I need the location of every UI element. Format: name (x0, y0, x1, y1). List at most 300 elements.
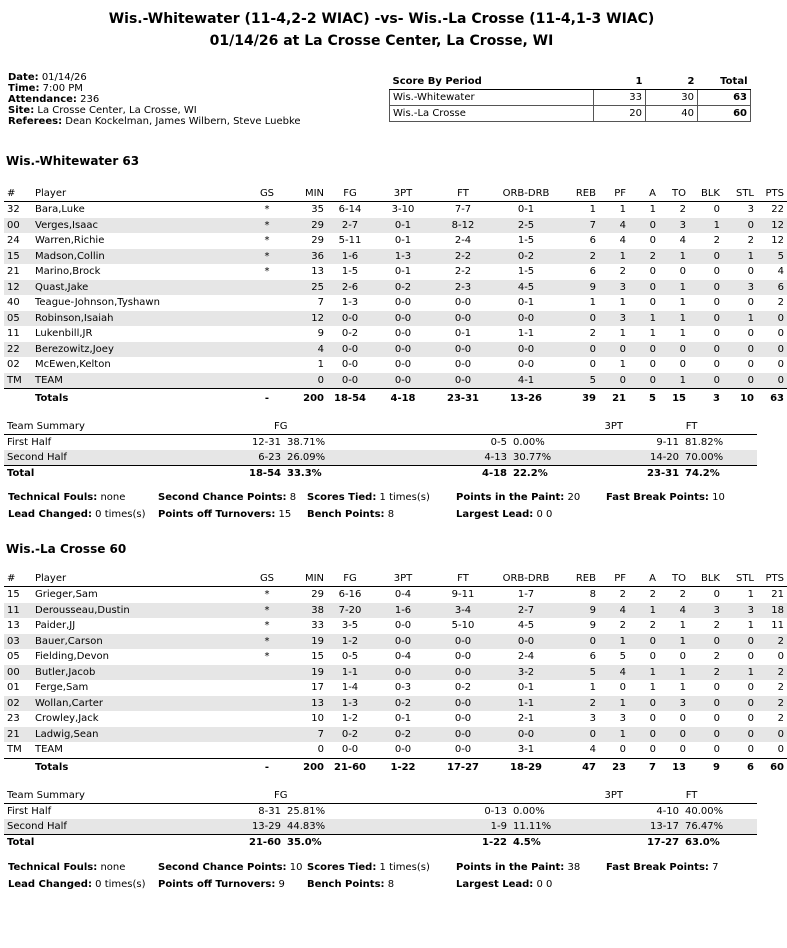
column-header: BLK (689, 186, 723, 202)
misc-stats-row (8, 509, 758, 526)
stat-cell: 0-0 (373, 373, 433, 389)
totals-cell: 18-54 (327, 389, 373, 408)
stat-cell: 1 (747, 589, 754, 601)
misc-stat-scores-tied (307, 492, 430, 503)
summary-fg: 12-31 (251, 437, 281, 448)
summary-row (4, 435, 757, 451)
totals-cell: 23-31 (433, 389, 493, 408)
stat-cell: 0 (629, 696, 659, 712)
misc-stat-value: 0 times(s) (95, 879, 146, 890)
summary-3pt: 1-9 (454, 819, 510, 835)
summary-row (4, 450, 757, 466)
column-header: FT (433, 571, 493, 587)
stat-cell: 2 (559, 249, 599, 265)
stat-cell: 0-2 (373, 280, 433, 296)
stat-cell: 2-2 (433, 249, 493, 265)
summary-ft-pct: 63.0% (682, 835, 757, 851)
stat-cell: 3 (619, 713, 626, 725)
stat-cell (247, 326, 287, 342)
score-period-1: 20 (594, 106, 646, 122)
date-value: 01/14/26 (41, 72, 87, 83)
summary-fg-header: FG (234, 788, 454, 804)
score-period-1: 33 (594, 90, 646, 106)
stat-cell: 2-7 (493, 603, 559, 619)
stat-cell: 0-0 (454, 651, 472, 663)
stat-cell: 0 (689, 280, 723, 296)
stat-cell: 29 (311, 235, 324, 247)
summary-row-label: Total (4, 835, 234, 851)
summary-row-label: First Half (7, 437, 52, 448)
stat-cell: 1 (619, 204, 626, 216)
stat-cell: 4-1 (493, 373, 559, 389)
stat-cell: 0-0 (454, 744, 472, 756)
misc-stat-largest-lead (456, 879, 552, 890)
stat-cell: 5 (619, 651, 626, 663)
stat-cell: 18 (757, 603, 787, 619)
column-header: PTS (757, 186, 787, 202)
stat-cell: McEwen,Kelton (35, 359, 111, 371)
misc-stat-label: Points in the Paint: (456, 862, 565, 873)
stat-cell: Derousseau,Dustin (32, 603, 247, 619)
stat-cell: * (264, 651, 270, 663)
column-header: MIN (287, 571, 327, 587)
stat-cell: 11 (4, 603, 32, 619)
box-score-table (4, 571, 787, 777)
misc-stat-scores-tied (307, 862, 430, 873)
stat-cell: 2 (679, 589, 686, 601)
misc-stats (8, 862, 758, 896)
stat-cell: 0-1 (373, 218, 433, 234)
misc-stat-value: 10 (712, 492, 725, 503)
stat-cell: 7-7 (454, 204, 472, 216)
stat-cell: 0 (713, 589, 720, 601)
summary-row (4, 835, 757, 851)
summary-ft: 4-10 (656, 806, 680, 817)
stat-cell: 0-3 (394, 682, 412, 694)
column-header: FG (327, 571, 373, 587)
totals-cell: 15 (659, 389, 689, 408)
totals-cell (4, 389, 32, 408)
stat-cell: 9 (559, 603, 599, 619)
misc-stats-row (8, 862, 758, 879)
stat-cell: 12 (4, 280, 32, 296)
summary-fg-pct: 25.81% (287, 806, 326, 817)
stat-cell: 0-2 (373, 727, 433, 743)
totals-cell: 17-27 (433, 758, 493, 777)
stat-cell: 0-4 (394, 589, 412, 601)
totals-cell: - (247, 758, 287, 777)
stat-cell: 0 (713, 713, 720, 725)
stat-cell: 0-2 (454, 682, 472, 694)
stat-cell: 0 (649, 651, 656, 663)
misc-stat-label: Lead Changed: (8, 879, 92, 890)
misc-stat-label: Fast Break Points: (606, 862, 709, 873)
stat-cell: 9-11 (451, 589, 475, 601)
stat-cell: * (247, 249, 287, 265)
misc-stat-value: none (100, 492, 126, 503)
misc-stat-technical-fouls (8, 492, 125, 503)
stat-cell: Bauer,Carson (32, 634, 247, 650)
stat-cell: Bara,Luke (35, 204, 85, 216)
misc-stat-bench (307, 879, 394, 890)
stat-cell: 1-3 (341, 297, 359, 309)
summary-3pt-pct: 0.00% (513, 437, 545, 448)
stat-cell: 0-1 (517, 297, 535, 309)
misc-stat-label: Technical Fouls: (8, 492, 98, 503)
summary-row-label: Total (4, 466, 234, 482)
stat-cell: 9 (559, 280, 599, 296)
stat-cell: 0-0 (373, 634, 433, 650)
stat-cell: 0 (689, 634, 723, 650)
misc-stat-label: Second Chance Points: (158, 492, 287, 503)
stat-cell: 0-0 (394, 297, 412, 309)
site-row (8, 105, 301, 116)
stat-cell: 13 (7, 620, 20, 632)
player-row (4, 218, 787, 234)
column-header: STL (723, 186, 757, 202)
summary-3pt: 0-13 (484, 806, 508, 817)
misc-stat-bench (307, 509, 394, 520)
stat-cell: 1 (723, 249, 757, 265)
misc-stat-label: Bench Points: (307, 879, 385, 890)
misc-stat-label: Fast Break Points: (606, 492, 709, 503)
stat-cell: 2-4 (517, 651, 535, 663)
score-team-name: Wis.-Whitewater (390, 90, 594, 106)
period-2-header: 2 (646, 74, 698, 90)
misc-stat-lead-changed (8, 509, 146, 520)
stat-cell: 7-20 (327, 603, 373, 619)
totals-cell: 7 (629, 758, 659, 777)
stat-cell: 0-0 (394, 359, 412, 371)
stat-cell (247, 680, 287, 696)
stat-cell: 1 (723, 665, 757, 681)
stat-cell: 12 (771, 235, 784, 247)
summary-fg-pct: 44.83% (284, 819, 454, 835)
stat-cell: 2 (559, 696, 599, 712)
total-header: Total (698, 74, 751, 90)
stat-cell: 5 (559, 373, 599, 389)
stat-cell: 1 (689, 218, 723, 234)
attendance-label: Attendance: (8, 94, 77, 105)
stat-cell: 2 (713, 651, 720, 663)
stat-cell (247, 665, 287, 681)
stat-cell: 0 (777, 744, 784, 756)
column-header: Player (32, 571, 247, 587)
misc-stat-value: 7 (712, 862, 719, 873)
player-row (4, 680, 787, 696)
stat-cell: 4-5 (517, 620, 535, 632)
misc-stat-fast-break (606, 862, 718, 873)
stat-cell: 0 (679, 651, 686, 663)
misc-stat-label: Lead Changed: (8, 509, 92, 520)
stat-cell: 0-2 (493, 249, 559, 265)
stat-cell: 5-10 (451, 620, 475, 632)
misc-stat-value: 8 (387, 879, 395, 890)
stat-cell: Crowley,Jack (35, 713, 99, 725)
summary-3pt: 1-22 (454, 835, 510, 851)
stat-cell: 8 (589, 589, 596, 601)
stat-cell: 29 (287, 218, 327, 234)
stat-cell: 0-0 (433, 373, 493, 389)
stat-cell: 0-0 (433, 665, 493, 681)
stat-cell: 0-0 (493, 311, 559, 327)
stat-cell: 0 (649, 359, 656, 371)
stat-cell: 0 (777, 651, 784, 663)
stat-cell: 0 (559, 727, 599, 743)
stat-cell: 0 (317, 744, 324, 756)
totals-cell: 23 (599, 758, 629, 777)
misc-stat-value: 20 (567, 492, 581, 503)
summary-fg-pct: 33.3% (284, 466, 454, 482)
misc-stat-label: Scores Tied: (307, 862, 377, 873)
totals-cell: - (247, 389, 287, 408)
stat-cell: 0-1 (517, 682, 535, 694)
column-header: PF (599, 571, 629, 587)
player-row (4, 311, 787, 327)
stat-cell: 22 (771, 204, 784, 216)
stat-cell: 9 (317, 328, 324, 340)
stat-cell: 19 (287, 634, 327, 650)
stat-cell: 15 (4, 249, 32, 265)
stat-cell: 12 (757, 218, 787, 234)
player-row (4, 373, 787, 389)
player-row (4, 357, 787, 373)
summary-row (4, 804, 757, 820)
stat-cell: 2 (689, 665, 723, 681)
summary-3pt: 4-13 (454, 450, 510, 466)
stat-cell: 0 (679, 713, 686, 725)
stat-cell: 3 (723, 603, 757, 619)
stat-cell (247, 342, 287, 358)
stat-cell: 4 (599, 603, 629, 619)
stat-cell: 33 (311, 620, 324, 632)
misc-stat-second-chance (158, 492, 296, 503)
column-header: # (4, 571, 32, 587)
stat-cell: 3-4 (433, 603, 493, 619)
stat-cell (247, 742, 287, 758)
totals-cell: 39 (559, 389, 599, 408)
player-row (4, 727, 787, 743)
stat-cell: * (247, 634, 287, 650)
summary-3pt-pct: 4.5% (510, 835, 626, 851)
stat-cell: Teague-Johnson,Tyshawn (35, 297, 160, 309)
stat-cell: 0 (689, 342, 723, 358)
column-header: PF (599, 186, 629, 202)
stat-cell: 38 (287, 603, 327, 619)
stat-cell: 2 (589, 328, 596, 340)
stat-cell: Fielding,Devon (35, 651, 109, 663)
stat-cell: 0 (713, 328, 720, 340)
column-header: A (629, 186, 659, 202)
stat-cell: 35 (311, 204, 324, 216)
summary-3pt-pct: 22.2% (510, 466, 626, 482)
stat-cell: 0-5 (341, 651, 359, 663)
totals-cell: 10 (723, 389, 757, 408)
stat-cell: 2 (619, 266, 626, 278)
stat-cell: 0-0 (394, 620, 412, 632)
stat-cell: 1 (599, 727, 629, 743)
misc-stat-value: 0 0 (536, 879, 553, 890)
time-value: 7:00 PM (42, 83, 83, 94)
totals-cell: 1-22 (373, 758, 433, 777)
stat-cell: 0 (619, 744, 626, 756)
stat-cell: 2 (777, 713, 784, 725)
stat-cell: * (247, 218, 287, 234)
stat-cell (247, 373, 287, 389)
stat-cell: 00 (4, 218, 32, 234)
misc-stat-fast-break (606, 492, 725, 503)
stat-cell: 0 (713, 682, 720, 694)
stat-cell: 6-14 (338, 204, 362, 216)
stat-cell: * (247, 603, 287, 619)
stat-cell: 8-12 (433, 218, 493, 234)
stat-cell: 0 (649, 235, 656, 247)
stat-cell: 0 (689, 373, 723, 389)
stat-cell: 2 (777, 297, 784, 309)
misc-stats (8, 492, 758, 526)
column-header: 3PT (373, 571, 433, 587)
stat-cell: 1-2 (341, 713, 359, 725)
stat-cell (247, 711, 287, 727)
column-header: ORB-DRB (493, 571, 559, 587)
stat-cell: 4 (679, 235, 686, 247)
stat-cell (247, 727, 287, 743)
misc-stat-label: Bench Points: (307, 509, 385, 520)
referees-row (8, 116, 301, 127)
stat-cell: 1-3 (373, 249, 433, 265)
summary-row-label: Second Half (4, 819, 234, 835)
stat-cell: 0 (723, 696, 757, 712)
stat-cell: 21 (771, 589, 784, 601)
stat-cell: 3 (659, 218, 689, 234)
stat-cell: 0-0 (373, 311, 433, 327)
stat-cell: 0 (689, 727, 723, 743)
stat-cell: Berezowitz,Joey (32, 342, 247, 358)
stat-cell: 0 (629, 373, 659, 389)
stat-cell: 0-2 (341, 328, 359, 340)
stat-cell: 0-1 (454, 328, 472, 340)
stat-cell: 0 (599, 373, 629, 389)
misc-stat-value: 0 0 (536, 509, 553, 520)
stat-cell: 36 (287, 249, 327, 265)
totals-cell: 18-29 (493, 758, 559, 777)
stat-cell: 5 (757, 249, 787, 265)
column-header: PTS (757, 571, 787, 587)
summary-ft-pct: 70.00% (682, 450, 757, 466)
stat-cell: 3-10 (391, 204, 415, 216)
stat-cell: 6 (589, 266, 596, 278)
stat-cell: 2 (619, 589, 626, 601)
stat-cell: 0 (559, 342, 599, 358)
stat-cell: 0 (599, 342, 629, 358)
column-header: 3PT (373, 186, 433, 202)
misc-stat-value: 9 (278, 879, 285, 890)
stat-cell: 7 (317, 297, 324, 309)
stat-cell: 1 (589, 297, 596, 309)
stat-cell: 9 (589, 620, 596, 632)
stat-cell: 0 (713, 204, 720, 216)
column-header: REB (559, 571, 599, 587)
stat-cell: TM (4, 373, 32, 389)
box-score-header (4, 186, 787, 202)
stat-cell: 1-1 (493, 696, 559, 712)
misc-stat-value: 38 (567, 862, 581, 873)
stat-cell: 32 (7, 204, 20, 216)
stat-cell: 0 (723, 373, 757, 389)
stat-cell: Marino,Brock (35, 266, 101, 278)
stat-cell: 0-0 (433, 342, 493, 358)
stat-cell: 1-6 (327, 249, 373, 265)
stat-cell: 0 (629, 280, 659, 296)
score-period-2: 40 (646, 106, 698, 122)
stat-cell: 1-7 (517, 589, 535, 601)
player-row (4, 233, 787, 249)
misc-stat-value: 1 times(s) (379, 492, 430, 503)
stat-cell: 2 (649, 620, 656, 632)
stat-cell: 0-0 (394, 328, 412, 340)
stat-cell: 0 (723, 727, 757, 743)
misc-stat-off-turnovers (158, 509, 291, 520)
stat-cell: 1-1 (517, 328, 535, 340)
stat-cell: 0 (747, 651, 754, 663)
summary-3pt: 4-18 (454, 466, 510, 482)
player-row (4, 342, 787, 358)
game-title: Wis.-Whitewater (11-4,2-2 WIAC) -vs- Wis.-La Crosse (11-4,1-3 WIAC) (108, 11, 655, 27)
time-row (8, 83, 301, 94)
stat-cell: 1 (747, 620, 754, 632)
player-row (4, 202, 787, 218)
player-row (4, 634, 787, 650)
misc-stat-label: Second Chance Points: (158, 862, 287, 873)
player-row (4, 711, 787, 727)
totals-cell (4, 758, 32, 777)
stat-cell: 0-0 (341, 744, 359, 756)
misc-stat-lead-changed (8, 879, 146, 890)
game-info (8, 72, 301, 127)
stat-cell: 0 (747, 328, 754, 340)
player-row (4, 587, 787, 603)
stat-cell: 0-0 (454, 297, 472, 309)
stat-cell: 11 (7, 328, 20, 340)
stat-cell: 0 (649, 266, 656, 278)
stat-cell: 1 (589, 682, 596, 694)
stat-cell: 5-11 (338, 235, 362, 247)
column-header: REB (559, 186, 599, 202)
stat-cell: TEAM (35, 744, 63, 756)
stat-cell: 02 (7, 359, 20, 371)
summary-fg: 6-23 (234, 450, 284, 466)
stat-cell: 2 (713, 235, 720, 247)
stat-cell: 25 (287, 280, 327, 296)
stat-cell: 0 (777, 359, 784, 371)
misc-stat-off-turnovers (158, 879, 285, 890)
summary-ft-header: FT (626, 788, 757, 804)
stat-cell: 6 (589, 651, 596, 663)
stat-cell: 3 (599, 311, 629, 327)
stat-cell: 11 (771, 620, 784, 632)
stat-cell: * (264, 204, 270, 216)
totals-cell: 13-26 (493, 389, 559, 408)
stat-cell: 1-5 (517, 266, 535, 278)
misc-stat-value: 8 (289, 492, 297, 503)
stat-cell: 2 (747, 235, 754, 247)
stat-cell: 0 (713, 266, 720, 278)
stat-cell: 02 (4, 696, 32, 712)
stat-cell: 1 (659, 280, 689, 296)
totals-cell: 9 (689, 758, 723, 777)
stat-cell: 0 (723, 634, 757, 650)
stat-cell: 0-0 (327, 311, 373, 327)
